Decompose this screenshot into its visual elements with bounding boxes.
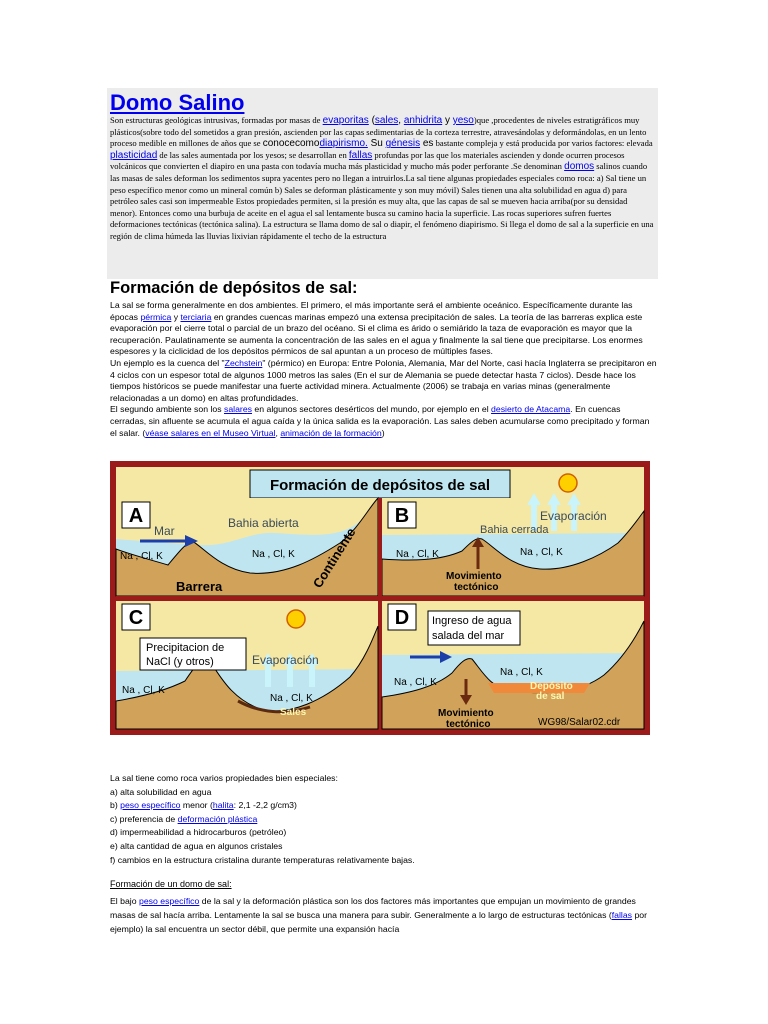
panel-b-bahia: Bahia cerrada	[480, 524, 549, 536]
props-item-f: f) cambios en la estructura cristalina durante temperaturas relativamente bajas.	[110, 854, 415, 865]
panel-b-sun-icon	[559, 474, 577, 492]
panel-c-sales: Sales	[280, 707, 307, 718]
intro-paragraph: Son estructuras geológicas intrusivas, formadas por masas de evaporitas (sales, anhidrita y yeso)que ,procedentes de niveles estratigráficos muy plásticos(sobre todo del sometidos a gran presión, ascienden por las capas sedimentarias de la corteza terrestre, atravesándolas y deformándolas, en un lento proceso medible en millones de años que se conocecomodiapirismo. Su génesis es bastante compleja y está producida por varios factores: elevada plasticidad de las sales aumentada por los yesos; se desarrollan en fallas profundas por las que los materiales ascienden y donde ocurren procesos volcánicos que convierten el diapiro en una pasta con todavía mucha más plasticidad y mucho más poder perforante .Se denominan domos salinos cuando las masas de sales deforman los sedimentos supra yacentes pero no llegan a intruirlos.La sal tiene algunas propiedades especiales como roca: a) Sal tiene un peso específico menor como un mineral común b) Sales se deforman plásticamente y son muy móvil) Sales tienen una alta solubilidad en agua d) para petróleo sales casi son impermeable Estos propiedades permiten, si la presión es muy alta, que las capas de sal se mueven hacia arriba(por su densidad menor). Entonces como una burbuja de aceite en el agua el sal lentamente busca su camino hacia la superficie. Las rocas superiores sufren fuertes deformaciones tectónicas (tectónica salina). La estructura se llama domo de sal o diapir, el fenómeno diapirismo. Si llega el domo de sal a la superficie en una región de clima húmeda las lluvias lixivian rápidamente el techo de la estructura	[110, 115, 654, 241]
dome-paragraph: El bajo peso específico de la sal y la deformación plástica son los dos factores más importantes que empujan un movimiento de grandes masas de sal hacía arriba. Lentamente la sal se busca una manera para subir. Generalmente a lo largo de estructuras tectónicas (fallas por ejemplo) la sal encuentra un sector débil, que permite una expansión hacía	[110, 896, 648, 934]
figure-title: Formación de depósitos de sal	[269, 477, 491, 494]
link-deformacion-plastica[interactable]: deformación plástica	[177, 813, 258, 824]
panel-c-ions-1: Na , Cl, K	[122, 685, 165, 696]
props-item-c: c) preferencia de deformación plástica	[110, 813, 258, 824]
props-item-a: a) alta solubilidad en agua	[110, 786, 212, 797]
link-domos[interactable]: domos	[564, 161, 595, 173]
link-peso-especifico[interactable]: peso específico	[120, 800, 181, 811]
panel-a-barrera: Barrera	[176, 579, 223, 594]
section-heading-formacion: Formación de depósitos de sal:	[110, 279, 358, 297]
page-title[interactable]: Domo Salino	[110, 90, 245, 115]
props-item-e: e) alta cantidad de agua en algunos cristales	[110, 840, 283, 851]
link-halita[interactable]: halita	[212, 800, 234, 811]
panel-a-letter: A	[128, 505, 144, 527]
panel-d-dep-2: de sal	[536, 691, 565, 702]
link-zechstein[interactable]: Zechstein	[224, 357, 263, 368]
panel-d-ingreso-1: Ingreso de agua	[432, 615, 512, 627]
panel-a	[116, 498, 378, 596]
panel-b-ions-2: Na , Cl, K	[520, 547, 563, 558]
link-peso-especifico-2[interactable]: peso específico	[138, 896, 200, 906]
link-yeso[interactable]: yeso	[452, 115, 474, 126]
panel-c-ions-2: Na , Cl, K	[270, 693, 313, 704]
salt-deposit-figure	[110, 461, 650, 735]
link-diapirismo[interactable]: diapirismo.	[319, 138, 368, 150]
props-intro: La sal tiene como roca varios propiedades bien especiales:	[110, 773, 338, 783]
panel-b-mov-1: Movimiento	[446, 571, 502, 582]
panel-a-ions-2: Na , Cl, K	[252, 549, 295, 560]
panel-b-evaporacion: Evaporación	[540, 509, 607, 523]
props-item-d: d) impermeabilidad a hidrocarburos (petróleo)	[110, 827, 287, 838]
panel-d-mov-1: Movimiento	[438, 708, 494, 719]
panel-c-precip-1: Precipitacion de	[146, 642, 225, 654]
link-anhidrita[interactable]: anhidrita	[403, 115, 443, 126]
panel-c-precip-2: NaCl (y otros)	[146, 656, 214, 668]
intro-box	[107, 88, 658, 279]
link-animacion[interactable]: animación de la formación	[280, 427, 382, 438]
link-fallas-2[interactable]: fallas	[611, 910, 633, 920]
panel-a-mar: Mar	[154, 524, 175, 538]
panel-d-mov-2: tectónico	[446, 719, 491, 730]
link-evaporitas[interactable]: evaporitas	[322, 115, 369, 126]
panel-d-dep-1: Depósito	[530, 681, 573, 692]
salt-properties-list	[110, 772, 658, 867]
panel-d-credit: WG98/Salar02.cdr	[538, 717, 621, 728]
panel-d-ions-1: Na , Cl, K	[394, 677, 437, 688]
panel-c-letter: C	[128, 607, 144, 629]
formation-paragraph: La sal se forma generalmente en dos ambientes. El primero, el más importante será el ambiente oceánico. Específicamente durante las épocas pérmica y terciaria en grandes cuencas marinas empezó una extensa precipitación de sales. La teoría de las barreras explica este evaporación por el cierre total o parcial de un brazo del océano. Si el clima es árido o semiárido la taza de evaporación es mayor que la recuperación. Paulatinamente se aumenta la concentración de las sales en el agua y finalmente la sal tiene que precipitarse. Los enormes espesores y la ciclicidad de los depósitos pérmicos de sal apuntan a un proceso de múltiples fases. Un ejemplo es la cuenca del "Zechstein" (pérmico) en Europa: Entre Polonia, Alemania, Mar del Norte, casi hacía Inglaterra se precipitaron en 4 ciclos con un espesor total de algunos 1000 metros las sales (En el sur de Alemania se puede detectar hasta 7 ciclos). Desde hace los tiempos históricos se puede manifestar una fuerte actividad minera. Actualmente (2006) se trabaja en varias minas (generalmente relacionadas a un domo) en altas profundidades. El segundo ambiente son los salares en algunos sectores desérticos del mundo, por ejemplo en el desierto de Atacama. En cuencas cerradas, sin afluente se acumula el agua caída y la única salida es la evaporación. Las sales deben acumularse como precipitado y forman el salar. (véase salares en el Museo Virtual, animación de la formación)	[110, 300, 657, 438]
link-museo-virtual[interactable]: véase salares en el Museo Virtual	[145, 427, 276, 438]
subheading-domo: Formación de un domo de sal:	[110, 879, 232, 889]
link-plasticidad[interactable]: plasticidad	[110, 149, 158, 161]
link-salares[interactable]: salares	[223, 404, 252, 415]
panel-c	[116, 601, 378, 729]
props-item-b: b) peso específico menor (halita: 2,1 -2,2 g/cm3)	[110, 800, 297, 811]
panel-c-sun-icon	[287, 610, 305, 628]
link-sales[interactable]: sales	[374, 115, 399, 126]
panel-d	[382, 601, 644, 730]
link-fallas[interactable]: fallas	[348, 149, 373, 161]
link-desierto-atacama[interactable]: desierto de Atacama	[491, 404, 571, 415]
panel-b-mov-2: tectónico	[454, 582, 499, 593]
link-terciaria[interactable]: terciaria	[180, 311, 212, 322]
panel-c-evaporacion: Evaporación	[252, 653, 319, 667]
panel-d-ingreso-2: salada del mar	[432, 630, 505, 642]
panel-a-continente: Continente	[309, 525, 359, 591]
panel-b-letter: B	[394, 505, 410, 527]
panel-a-bahia: Bahia abierta	[228, 516, 299, 530]
panel-b-ions-1: Na , Cl, K	[396, 549, 439, 560]
link-permica[interactable]: pérmica	[140, 311, 172, 322]
link-genesis[interactable]: génesis	[385, 138, 421, 150]
panel-d-ions-2: Na , Cl, K	[500, 667, 543, 678]
panel-a-ions-1: Na , Cl, K	[120, 551, 163, 562]
panel-d-letter: D	[394, 607, 410, 629]
figure-divider-v	[378, 498, 382, 729]
